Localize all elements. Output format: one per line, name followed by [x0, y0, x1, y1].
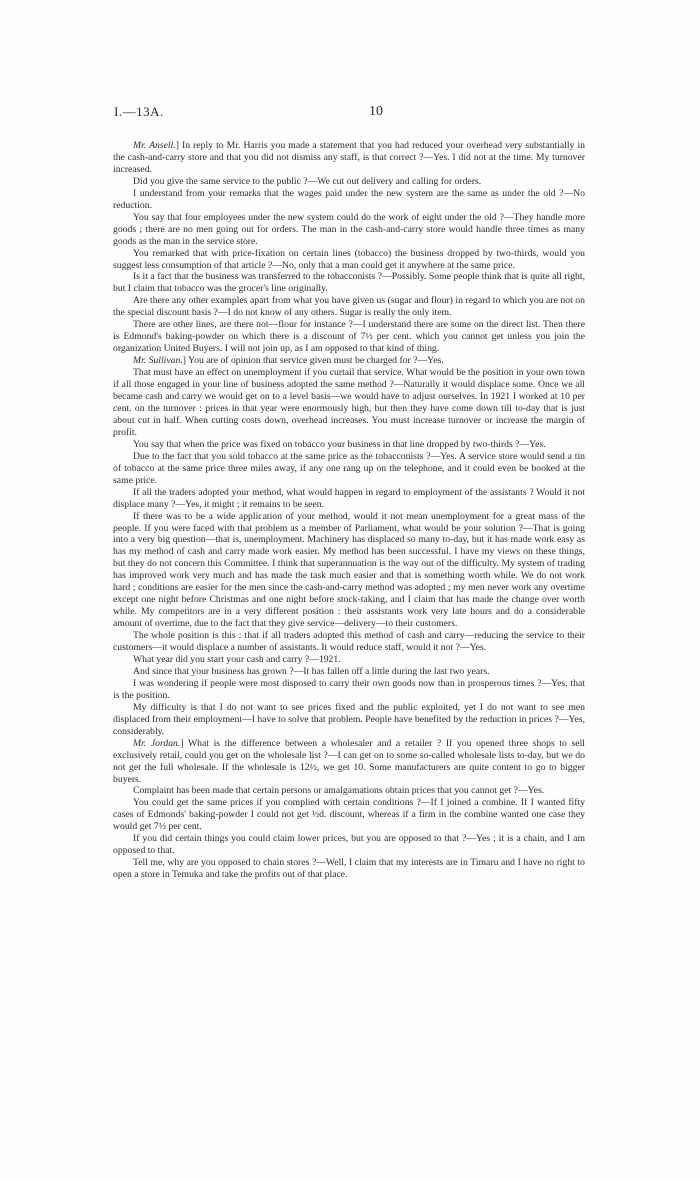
paragraph: [113, 355, 585, 367]
paragraph-text: You say that when the price was fixed on tobacco your business in that line dropped by two-thirds ?—Yes.: [133, 438, 546, 450]
paragraph-text: You say that four employees under the new system could do the work of eight under the old ?—They handle more goods ; there are no men going out for orders. The man in the cash-and-carry store would handle three times as many goods as the man in the service store.: [113, 211, 585, 247]
paragraph-text: ] You are of opinion that service given must be charged for ?—Yes.: [182, 355, 444, 367]
paragraph: [113, 140, 585, 176]
paragraph-text: Complaint has been made that certain persons or amalgamations obtain prices that you cannot get ?—Yes.: [133, 785, 545, 797]
paragraph-text: My difficulty is that I do not want to see prices fixed and the public exploited, yet I do not want to see men displaced from their employment—I have to solve that problem. People have benefited by the reduction in prices ?—Yes, considerably.: [113, 701, 585, 737]
paragraph: [113, 295, 585, 319]
paragraph: [113, 678, 585, 702]
paragraph: [113, 212, 585, 248]
paragraph: [113, 451, 585, 487]
paragraph-text: You remarked that with price-fixation on certain lines (tobacco) the business dropped by two-thirds, would you suggest less consumption of that article ?—No, only that a man could get it anywhere at the same price.: [113, 247, 585, 271]
parliamentary-paper-reference: I.—13A.: [114, 104, 164, 119]
speaker-name: Mr. Sullivan.: [133, 355, 183, 367]
speaker-name: Mr. Ansell.: [133, 140, 176, 151]
paragraph: [113, 702, 585, 738]
paragraph-text: You could get the same prices if you complied with certain conditions ?—If I joined a combine. If I wanted fifty cases of Edmonds' baking-powder I could not get ½d. discount, whereas if a firm in the combine wanted one case they would get 7½ per cent.: [113, 797, 585, 833]
paragraph-text: There are other lines, are there not—flour for instance ?—I understand there are some on the direct list. Then there is Edmond's baking-powder on which there is a discount of 7½ per cent. which you cannot get unless you join the organization United Buyers. I will not join up, as I am opposed to that kind of thing.: [113, 319, 585, 355]
paragraph: [113, 857, 585, 881]
paragraph: [113, 188, 585, 212]
page-number: 10: [369, 104, 383, 119]
paragraph-text: I was wondering if people were most disposed to carry their own goods now than in prosperous times ?—Yes, that is the position.: [113, 677, 585, 701]
paragraph: [113, 271, 585, 295]
paragraph: [113, 654, 585, 666]
paragraph-text: That must have an effect on unemployment if you curtail that service. What would be the position in your own town if all those engaged in your line of business adopted the same method ?—Naturally it would displace some. Once we all became cash and carry we would get on to a level basis—we would have to adjust ourselves. In 1921 I worked at 10 per cent. on the turnover : prices in that year were enormously high, but then they have come down till to-day that is just about cut in half. When cutting costs down, overhead increases. You must increase turnover or increase the margin of profit.: [113, 367, 585, 438]
paragraph-text: Did you give the same service to the public ?—We cut out delivery and calling for orders.: [133, 175, 482, 187]
paragraph-text: Are there any other examples apart from what you have given us (sugar and flour) in regard to which you are not on the special discount basis ?—I do not know of any others. Sugar is really the only item.: [113, 295, 585, 319]
paragraph-text: ] What is the difference between a wholesaler and a retailer ? If you opened three shops to sell exclusively retail, could you get on the wholesale list ?—I can get on to some so-called wholesale lists to-day, but we do not get the full wholesale. If the wholesale is 12½, we get 10. Some manufacturers are quite content to go to bigger buyers.: [113, 737, 585, 785]
paragraph: [113, 630, 585, 654]
paragraph: [113, 487, 585, 511]
paragraph: [113, 511, 585, 631]
page-header: [114, 104, 584, 124]
paragraph: [113, 176, 585, 188]
paragraph-text: I understand from your remarks that the wages paid under the new system are the same as under the old ?—No reduction.: [113, 187, 585, 211]
paragraph-text: The whole position is this : that if all traders adopted this method of cash and carry—reducing the service to their customers—it would displace a number of assistants. It would reduce staff, would it not ?—Yes.: [113, 630, 585, 654]
paragraph: [113, 666, 585, 678]
document-body: [113, 140, 585, 881]
paragraph: [113, 248, 585, 272]
paragraph-text: Tell me, why are you opposed to chain stores ?—Well, I claim that my interests are in Timaru and I have no right to open a store in Temuka and take the profits out of that place.: [113, 857, 585, 881]
paragraph-text: What year did you start your cash and carry ?—1921.: [133, 653, 341, 665]
paragraph: [113, 439, 585, 451]
paragraph: [113, 797, 585, 833]
paragraph: [113, 738, 585, 786]
speaker-name: Mr. Jordan.: [133, 737, 181, 749]
paragraph-text: ] In reply to Mr. Harris you made a statement that you had reduced your overhead very substantially in the cash-and-carry store and that you did not dismiss any staff, is that correct ?—Yes. I did not at the time. My turnover increased.: [113, 140, 585, 175]
paragraph-text: If there was to be a wide application of your method, would it not mean unemployment for a great mass of the people. If you were faced with that problem as a member of Parliament, what would be your solution ?—That is going into a very big question—that is, unemployment. Machinery has displaced so many to-day, but it has made work easy as has my method of cash and carry made work easier. My method has been successful. I have my views on these things, but they do not concern this Committee. I think that superannuation is the way out of the difficulty. My system of trading has improved work very much and has made the task much easier and that is something worth while. We do not work hard ; conditions are easier for the men since the cash-and-carry method was adopted ; my men never work any overtime except one night before Christmas and one night before stock-taking, and I claim that has made the change over worth while. My competitors are in a very different position : their assistants work very late hours and do a considerable amount of overtime, due to the fact that they give service—delivery—to their customers.: [113, 510, 585, 630]
paragraph-text: Is it a fact that the business was transferred to the tobacconists ?—Possibly. Some people think that is quite all right, but I claim that tobacco was the grocer's line originally.: [113, 271, 585, 295]
paragraph-text: If all the traders adopted your method, what would happen in regard to employment of the assistants ? Would it not displace many ?—Yes, it might ; it remains to be seen.: [113, 486, 585, 510]
paragraph: [113, 319, 585, 355]
paragraph-text: If you did certain things you could claim lower prices, but you are opposed to that ?—Yes ; it is a chain, and I am opposed to that.: [113, 833, 585, 857]
paragraph: [113, 785, 585, 797]
paragraph-text: And since that your business has grown ?—It has fallen off a little during the last two years.: [133, 665, 490, 677]
paragraph-text: Due to the fact that you sold tobacco at the same price as the tobacconists ?—Yes. A service store would send a tin of tobacco at the same price three miles away, if any one rang up on the telephone, and it could even be booked at the same price.: [113, 450, 585, 486]
paragraph: [113, 833, 585, 857]
paragraph: [113, 367, 585, 439]
